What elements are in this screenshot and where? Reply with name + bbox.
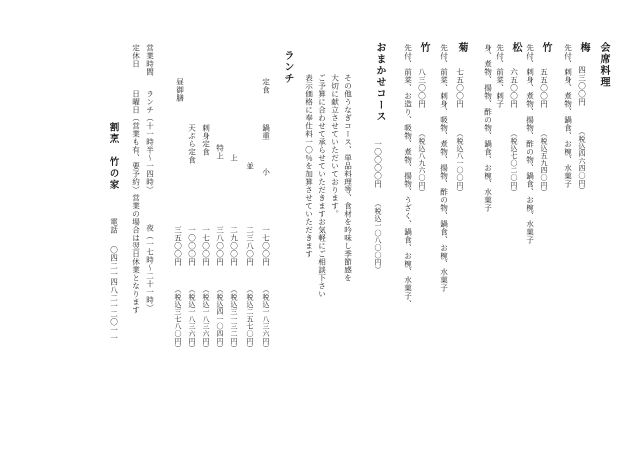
shop-name: 割烹 竹の家 <box>107 122 119 191</box>
lunch-sashimi-price: 一七〇〇円 <box>201 226 211 266</box>
lunch-jo-label: 上 <box>229 154 239 162</box>
course-special-tax: （税込八九六〇円） <box>418 130 426 196</box>
hours-lunch: ランチ（十一時半～一四時） <box>145 90 155 194</box>
course-matsu-price: 六五〇〇円 <box>509 68 519 108</box>
lunch-naka-tax: （税込二五七〇円） <box>246 286 254 352</box>
note-line-3: ご予算に合わせて承らせていただきますお気軽にご相談下さい <box>317 74 327 298</box>
lunch-jo-price: 二九〇〇円 <box>229 226 239 266</box>
lunch-tokujo-label: 特上 <box>215 144 225 160</box>
course-take-name: 竹 <box>540 42 551 54</box>
course-ume-tax: （税込四六四〇円） <box>578 128 586 194</box>
lunch-ko-tax: （税込一八三六円） <box>262 286 270 352</box>
lunch-naka-price: 二三八〇円 <box>245 226 255 266</box>
course-special-name: 竹 <box>418 42 429 54</box>
course-ume-price: 四三〇〇円 <box>577 66 587 106</box>
lunch-ko-price: 一七〇〇円 <box>261 226 271 266</box>
closed-label: 定休日 <box>131 44 141 68</box>
course-take-items: 先付、刺身、煮物、揚物、酢の物、鍋食、お椀、水菓子 <box>525 44 535 244</box>
tel-label: 電話 <box>109 218 119 234</box>
lunch-teishoku-label: 定食 <box>261 78 271 94</box>
lunch-tokujo-tax: （税込四一〇四円） <box>216 286 224 352</box>
lunch-tempura-tax: （税込一八三六円） <box>188 286 196 352</box>
course-kiku-items: 先付、前菜、刺身、吸物、煮物、揚物、酢の物、鍋食、お椀、水菓子 <box>439 44 449 292</box>
course-matsu-name: 松 <box>510 42 521 54</box>
course-omakase-price: 一〇〇〇〇円 <box>373 140 383 188</box>
lunch-sashimi-tax: （税込一八三六円） <box>202 286 210 352</box>
note-line-4: 表示価格に奉仕料一〇％を加算させていただきます <box>304 74 314 258</box>
kaiseki-title: 会席料理 <box>598 42 609 88</box>
lunch-tokujo-price: 三八〇〇円 <box>215 226 225 266</box>
note-line-2: 大切に献立させていただいております。 <box>330 74 340 218</box>
course-omakase-name: おまかせコース <box>374 42 385 123</box>
lunch-gozen-label: 昼御膳 <box>175 78 185 102</box>
course-kiku-tax: （税込八一〇〇円） <box>456 130 464 196</box>
lunch-title: ランチ <box>282 50 293 85</box>
course-ume-name: 梅 <box>578 42 589 54</box>
lunch-gozen-tax: （税込三七八〇円） <box>174 286 182 352</box>
lunch-sashimi-label: 刺身定食 <box>201 124 211 156</box>
note-line-1: その他うなぎコース、単品料理等、食材を吟味し季節感を <box>343 74 353 282</box>
tel-number: 〇四二一四八二一二〇一一 <box>109 246 119 342</box>
course-kiku-name: 菊 <box>456 42 467 54</box>
course-kiku-price: 七五〇〇円 <box>455 68 465 108</box>
lunch-ko-label: 小 <box>261 168 271 176</box>
course-special-price: 八三〇〇円 <box>417 68 427 108</box>
course-take-price: 五五〇〇円 <box>539 68 549 108</box>
hours-label: 営業時間 <box>145 44 155 76</box>
course-matsu-tax: （税込七〇二〇円） <box>510 130 518 196</box>
lunch-jo-tax: （税込三一三二円） <box>230 286 238 352</box>
lunch-naka-label: 並 <box>245 162 255 170</box>
hours-dinner: 夜（一七時～二十一時） <box>145 224 155 312</box>
course-matsu-items-1: 先付、前菜、刺子 <box>495 44 505 108</box>
lunch-unaju-label: 鍋重 <box>261 124 271 140</box>
course-take-tax: （税込五九四〇円） <box>540 130 548 196</box>
course-matsu-items-2: 身、煮物、揚物、酢の物、鍋食、お椀、水菓子 <box>483 44 493 212</box>
course-special-items: 先付、前菜、お造り、吸物、煮物、揚物、うざく、鍋食、お椀、水菓子、 <box>403 44 413 308</box>
closed-text: 日曜日（営業も有、要予約）営業の場合は翌日休業となります <box>131 90 141 314</box>
course-omakase-tax: （税込一〇八〇〇円） <box>374 200 382 273</box>
lunch-tempura-label: 天ぷら定食 <box>187 124 197 164</box>
course-ume-items: 先付、刺身、煮物、鍋食、お椀、水菓子 <box>563 44 573 188</box>
lunch-gozen-price: 三五〇〇円 <box>173 226 183 266</box>
lunch-tempura-price: 一〇〇〇円 <box>187 226 197 266</box>
